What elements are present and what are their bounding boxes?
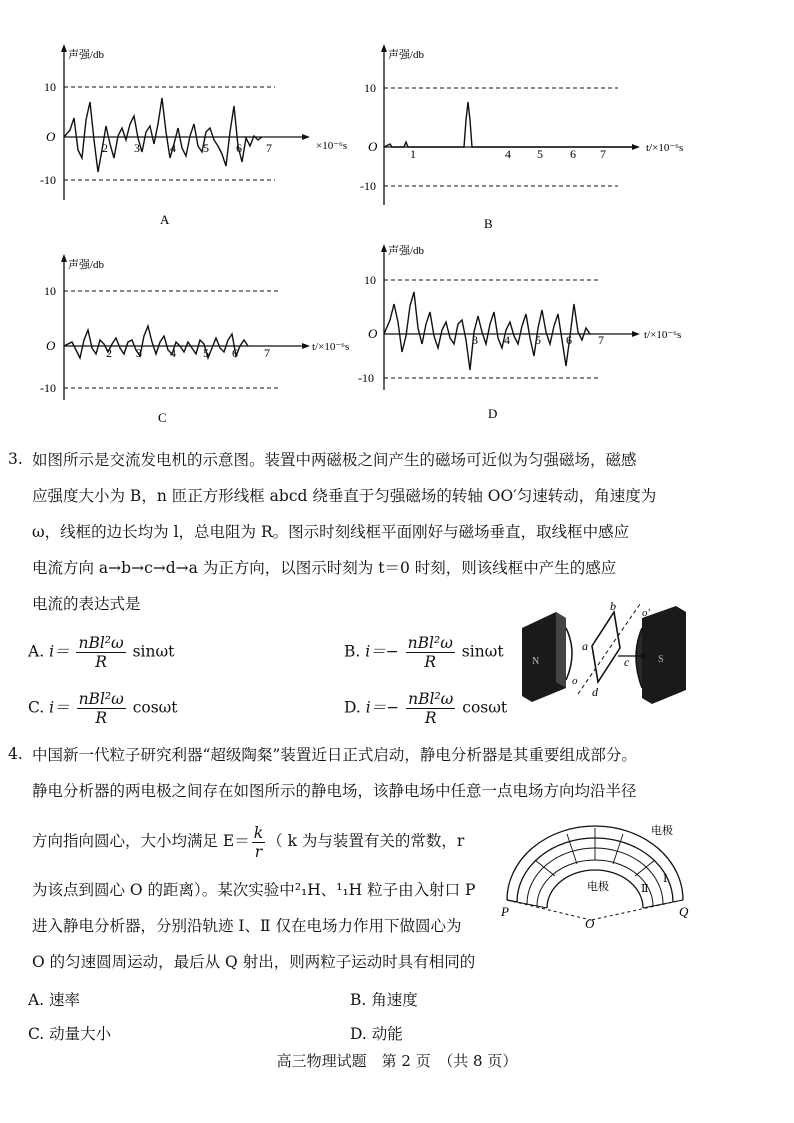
option-lhs: i＝	[49, 642, 70, 661]
x-tick-5: 5	[535, 333, 541, 347]
label-electrode-outer: 电极	[651, 825, 673, 837]
option-tail: sinωt	[132, 642, 175, 661]
option-lhs: i＝−	[365, 642, 399, 661]
analyzer-figure	[495, 820, 695, 930]
chart-label: A	[160, 212, 170, 227]
x-tick-7: 7	[264, 346, 270, 360]
label-o: O	[585, 916, 595, 931]
numerator: nBl²ω	[78, 634, 124, 652]
x-tick-5: 5	[203, 141, 209, 155]
label-a: a	[582, 639, 588, 653]
waveform-c	[64, 326, 248, 358]
y-tick-10: 10	[44, 284, 56, 298]
q4-number: 4.	[8, 745, 23, 763]
y-tick-10: 10	[364, 273, 376, 287]
label-i: Ⅰ	[663, 873, 668, 885]
denominator: R	[95, 709, 107, 727]
y-label: 声强/db	[388, 49, 425, 61]
waveform-a	[64, 98, 262, 172]
numerator: nBl²ω	[408, 690, 454, 708]
x-unit: t/×10⁻⁶s	[644, 329, 682, 341]
y-tick-neg10: -10	[40, 381, 56, 395]
x-tick-7: 7	[600, 147, 606, 161]
x-tick-2: 2	[106, 346, 112, 360]
y-tick-10: 10	[44, 80, 56, 94]
label-d: d	[592, 685, 598, 699]
generator-figure	[518, 598, 694, 710]
x-tick-1: 1	[410, 147, 416, 161]
q3-option-d[interactable]	[344, 690, 507, 727]
x-tick-3: 3	[136, 346, 142, 360]
x-tick-6: 6	[566, 333, 572, 347]
chart-label: C	[158, 410, 167, 425]
x-tick-4: 4	[505, 147, 511, 161]
denominator: R	[95, 653, 107, 671]
y-tick-0: O	[368, 326, 378, 341]
q4-line-3	[32, 822, 464, 861]
y-axis-arrow-icon	[381, 44, 387, 52]
q3-line-3: ω，线框的边长均为 l，总电阻为 R。图示时刻线框平面刚好与磁场垂直，取线框中感应	[32, 523, 630, 541]
coil-abcd	[592, 612, 620, 682]
q4-line-3-pre: 方向指向圆心，大小均满足 E＝	[32, 832, 250, 850]
q3-line-4: 电流方向 a→b→c→d→a 为正方向，以图示时刻为 t＝0 时刻，则该线框中产生的感应	[32, 559, 617, 577]
q3-number: 3.	[8, 450, 23, 468]
numerator: k	[253, 823, 264, 842]
label-c: c	[624, 655, 630, 669]
x-tick-6: 6	[236, 141, 242, 155]
magnet-n-curve	[566, 628, 572, 680]
radius-left	[507, 900, 591, 920]
chart-label: B	[484, 216, 493, 231]
y-axis-arrow-icon	[381, 244, 387, 252]
x-tick-5: 5	[537, 147, 543, 161]
x-tick-3: 3	[472, 333, 478, 347]
y-tick-10: 10	[364, 81, 376, 95]
numerator: nBl²ω	[78, 690, 124, 708]
option-label: C.	[28, 698, 45, 717]
magnet-n-face	[556, 612, 566, 688]
y-axis-arrow-icon	[61, 44, 67, 52]
y-axis-arrow-icon	[61, 254, 67, 262]
q4-line-2: 静电分析器的两电极之间存在如图所示的静电场，该静电场中任意一点电场方向均沿半径	[32, 782, 637, 800]
option-fraction	[406, 634, 455, 671]
numerator: nBl²ω	[407, 634, 453, 652]
option-label: B.	[344, 642, 361, 661]
radius-right	[591, 900, 683, 920]
label-ii: Ⅱ	[641, 883, 649, 895]
q4-line-6: O 的匀速圆周运动，最后从 Q 射出，则两粒子运动时具有相同的	[32, 953, 476, 971]
label-s: S	[658, 654, 664, 665]
option-fraction	[77, 690, 126, 727]
x-unit: t/×10⁻⁶s	[312, 341, 350, 353]
y-tick-neg10: -10	[358, 371, 374, 385]
y-tick-neg10: -10	[360, 179, 376, 193]
option-tail: cosωt	[132, 698, 178, 717]
y-tick-0: O	[46, 129, 56, 144]
waveform-d	[384, 292, 590, 370]
label-p: P	[501, 904, 509, 919]
x-unit: ×10⁻⁶s	[316, 140, 348, 152]
q4-line-3-post: （ k 为与装置有关的常数，r	[267, 832, 465, 850]
x-tick-2: 2	[102, 141, 108, 155]
q4-option-b[interactable]: B. 角速度	[350, 991, 418, 1009]
y-label: 声强/db	[68, 49, 105, 61]
q4-line-1: 中国新一代粒子研究利器“超级陶粲”装置近日正式启动，静电分析器是其重要组成部分。	[32, 746, 637, 764]
x-tick-4: 4	[170, 141, 176, 155]
q4-option-c[interactable]: C. 动量大小	[28, 1025, 112, 1043]
x-tick-7: 7	[266, 141, 272, 155]
x-axis-arrow-icon	[302, 134, 310, 140]
denominator: R	[424, 709, 437, 727]
q3-option-b[interactable]	[344, 634, 504, 671]
denominator: r	[254, 842, 263, 861]
field-fraction	[252, 824, 265, 861]
y-label: 声强/db	[68, 259, 105, 271]
field-line-2	[567, 834, 577, 864]
denominator: R	[424, 653, 437, 671]
q4-option-a[interactable]: A. 速率	[28, 991, 81, 1009]
y-tick-0: O	[46, 338, 56, 353]
option-label: A.	[28, 642, 45, 661]
q3-line-5: 电流的表达式是	[32, 595, 141, 613]
chart-b	[350, 40, 694, 240]
q3-option-c[interactable]	[28, 690, 178, 727]
option-tail: sinωt	[461, 642, 504, 661]
field-line-4	[613, 834, 623, 864]
y-label: 声强/db	[388, 245, 425, 257]
x-axis-arrow-icon	[302, 343, 310, 349]
option-fraction	[406, 690, 455, 727]
q4-option-d[interactable]: D. 动能	[350, 1025, 403, 1043]
x-tick-6: 6	[232, 346, 238, 360]
waveform-b	[384, 102, 635, 147]
x-tick-4: 4	[170, 346, 176, 360]
label-o-bottom: o	[572, 675, 578, 687]
x-tick-6: 6	[570, 147, 576, 161]
q3-line-2: 应强度大小为 B，n 匝正方形线框 abcd 绕垂直于匀强磁场的转轴 OO′匀速转动，角速度为	[32, 487, 657, 505]
y-tick-neg10: -10	[40, 173, 56, 187]
label-n: N	[532, 656, 540, 667]
option-lhs: i＝	[49, 698, 70, 717]
label-b: b	[610, 599, 616, 613]
option-label: D.	[344, 698, 361, 717]
q4-line-4: 为该点到圆心 O 的距离）。某次实验中²₁H、¹₁H 粒子由入射口 P	[32, 881, 476, 899]
x-unit: t/×10⁻⁶s	[646, 142, 684, 154]
x-tick-3: 3	[134, 141, 140, 155]
q3-option-a[interactable]	[28, 634, 174, 671]
chart-a	[20, 40, 360, 227]
x-tick-5: 5	[203, 346, 209, 360]
q4-line-5: 进入静电分析器，分别沿轨迹 Ⅰ、Ⅱ 仅在电场力作用下做圆心为	[32, 917, 462, 935]
y-tick-0: O	[368, 139, 378, 154]
option-tail: cosωt	[462, 698, 508, 717]
q3-line-1: 如图所示是交流发电机的示意图。装置中两磁极之间产生的磁场可近似为匀强磁场，磁感	[32, 451, 637, 469]
option-lhs: i＝−	[365, 698, 400, 717]
chart-d	[350, 240, 694, 430]
label-o-top: o′	[642, 607, 650, 619]
chart-c	[20, 250, 360, 430]
x-tick-7: 7	[598, 333, 604, 347]
page-footer: 高三物理试题 第 2 页 （共 8 页）	[276, 1052, 518, 1070]
option-fraction	[76, 634, 125, 671]
x-axis-arrow-icon	[632, 331, 640, 337]
x-tick-4: 4	[504, 333, 510, 347]
label-q: Q	[679, 904, 689, 919]
magnet-s-pole	[642, 606, 686, 704]
chart-label: D	[488, 406, 498, 421]
label-electrode-inner: 电极	[587, 881, 609, 893]
